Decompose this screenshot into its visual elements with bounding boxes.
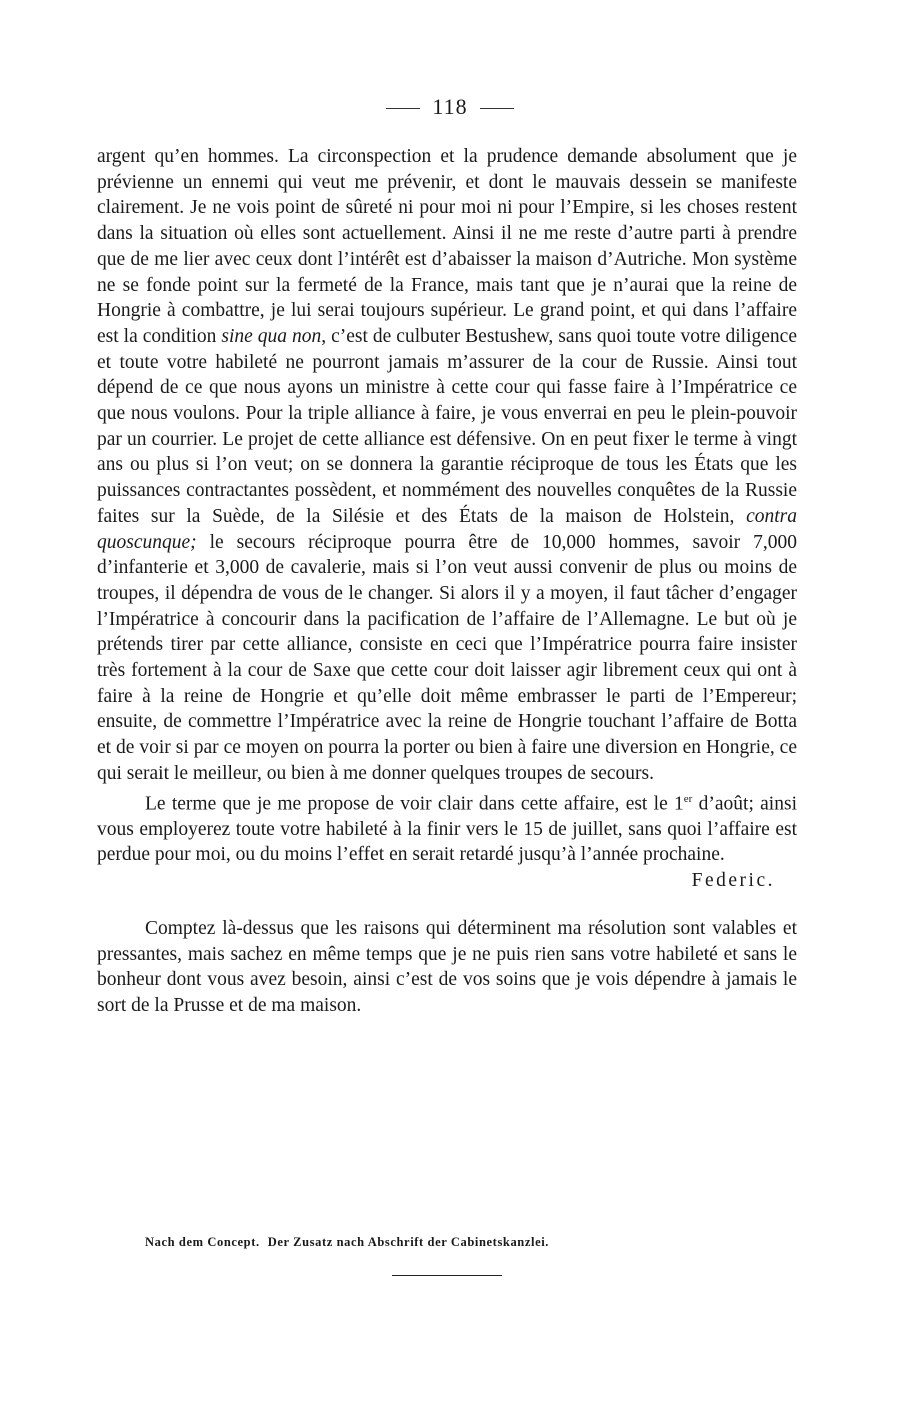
latin-phrase-contra-quoscunque: contra quoscunque; (97, 505, 797, 553)
paragraph-2-text-a: Le terme que je me propose de voir clair dans cette affaire, est le 1 (145, 793, 684, 815)
ordinal-superscript: er (683, 792, 693, 805)
page-number: 118 (432, 94, 468, 119)
page-header (0, 94, 900, 120)
letter-paragraph-1 (97, 144, 797, 787)
paragraph-2-text-b: d’août; ainsi vous employerez toute votre habileté à la finir vers le 15 de juillet, sans quoi l’affaire est perdue pour moi, ou du moins l’effet en serait retardé jusqu’à l’année prochaine. (97, 793, 797, 866)
header-rule-left (386, 108, 420, 109)
paragraph-1-text-c: le secours réciproque pourra être de 10,000 hommes, savoir 7,000 d’infanterie et 3,000 de cavalerie, mais si l’on veut aussi convenir de plus ou moins de troupes, il dépendra de vous de le changer. Si alors il y a moyen, il faut tâcher d’engager l’Impératrice à concourir dans la pacification de l’affaire de l’Allemagne. Le but où je prétends tirer par cette alliance, consiste en ceci que l’Impératrice pourra faire insister très fortement à la cour de Saxe que cette cour doit laisser agir librement ceux qui ont à faire à la reine de Hongrie et qu’elle doit même embrasser le parti de l’Empereur; ensuite, de commettre l’Impératrice avec la reine de Hongrie touchant l’affaire de Botta et de voir si par ce moyen on pourra la porter ou bien à faire une diversion en Hongrie, ce qui serait le meilleur, ou bien à me donner quelques troupes de secours. (97, 531, 797, 784)
source-note (145, 1235, 549, 1250)
source-note-addendum: Der Zusatz nach Abschrift der Cabinetskanzlei. (267, 1235, 550, 1249)
section-end-rule (392, 1275, 502, 1276)
source-note-concept: Nach dem Concept. (145, 1235, 260, 1249)
postscript-paragraph: Comptez là-dessus que les raisons qui déterminent ma résolution sont valables et pressantes, mais sachez en même temps que je ne puis rien sans votre habileté et sans le bonheur dont vous avez besoin, ainsi c’est de vos soins que je vois dépendre à jamais le sort de la Prusse et de ma maison. (97, 917, 797, 1016)
latin-phrase-sine-qua-non: sine qua non (221, 325, 322, 347)
letter-body (97, 144, 797, 1019)
signature: Federic. (691, 870, 775, 892)
letter-paragraph-2 (97, 787, 797, 869)
paragraph-1-text-b: , c’est de culbuter Bestushew, sans quoi toute votre diligence et toute votre habileté ne pourront jamais m’assurer de la cour de Russie. Ainsi tout dépend de ce que nous ayons un ministre à cette cour qui fasse faire à l’Impératrice ce que nous voulons. Pour la triple alliance à faire, je vous enverrai en peu le plein-pouvoir par un courrier. Le projet de cette alliance est défensive. On en peut fixer le terme à vingt ans ou plus si l’on veut; on se donnera la garantie réciproque de tous les États que les puissances contractantes possèdent, et nommément des nouvelles conquêtes de la Russie faites sur la Suède, de la Silésie et des États de la maison de Holstein, (97, 325, 797, 527)
header-rule-right (480, 108, 514, 109)
paragraph-1-text-a: argent qu’en hommes. La circonspection et la prudence demande absolument que je prévienne un ennemi qui veut me prévenir, et dont le mauvais dessein se manifeste clairement. Je ne vois point de sûreté ni pour moi ni pour l’Empire, si les choses restent dans la situation où elles sont actuellement. Ainsi il ne me reste d’autre parti à prendre que de me lier avec ceux dont l’intérêt est d’abaisser la maison d’Autriche. Mon système ne se fonde point sur la fermeté de la France, mais tant que je n’aurai que la reine de Hongrie à combattre, je lui serai toujours supérieur. Le grand point, et qui dans l’affaire est la condition (97, 146, 797, 347)
